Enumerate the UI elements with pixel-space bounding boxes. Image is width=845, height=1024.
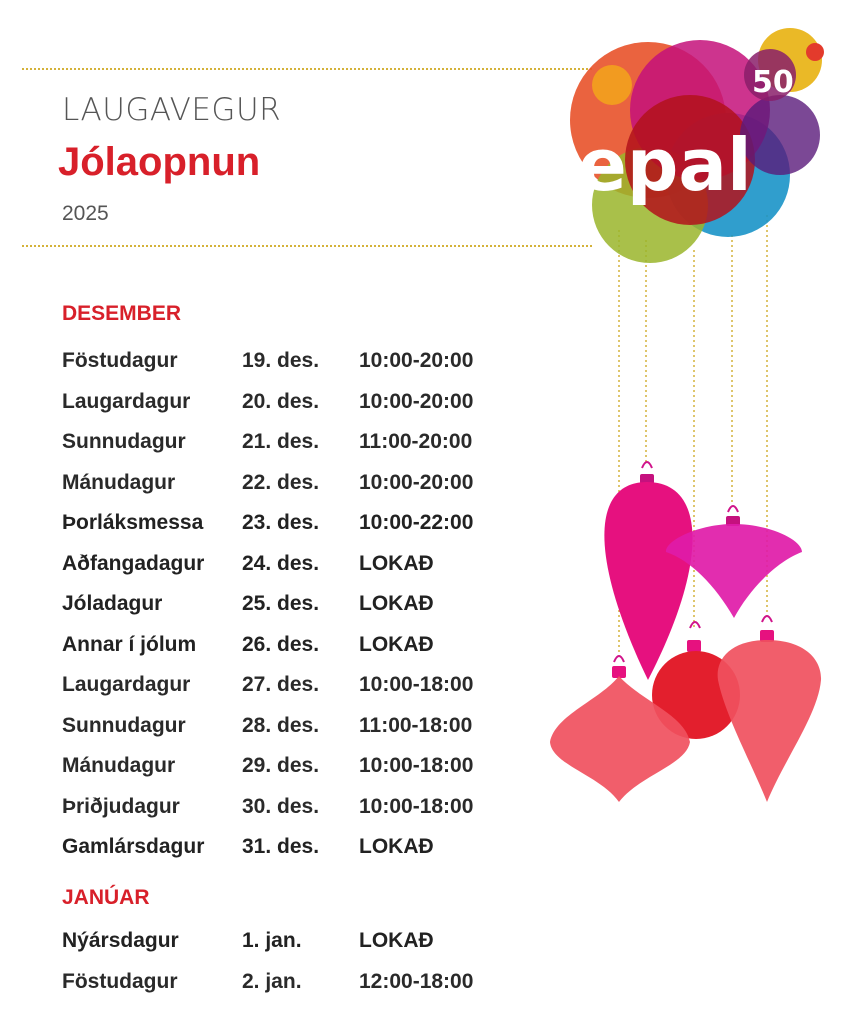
schedule-row	[62, 929, 522, 963]
hours-value: LOKAÐ	[359, 632, 434, 656]
date-label: 21. des.	[242, 430, 320, 453]
section-heading: JANÚAR	[62, 886, 150, 909]
hours-value: 12:00-18:00	[359, 969, 474, 993]
schedule-row	[62, 430, 522, 464]
schedule-row	[62, 390, 522, 424]
date-label: 31. des.	[242, 835, 320, 858]
hours-value: 10:00-18:00	[359, 794, 474, 818]
hours-value: 10:00-20:00	[359, 470, 474, 494]
day-name: Föstudagur	[62, 349, 178, 372]
date-label: 26. des.	[242, 632, 320, 656]
date-label: 27. des.	[242, 673, 320, 696]
hours-value: 10:00-18:00	[359, 754, 474, 777]
day-name: Annar í jólum	[62, 632, 197, 656]
ornament-drop-coral-right	[718, 616, 821, 802]
hours-value: LOKAÐ	[359, 551, 434, 575]
page-title: Jólaopnun	[58, 140, 261, 184]
date-label: 2. jan.	[242, 969, 302, 993]
date-label: 1. jan.	[242, 929, 302, 952]
hours-value: 10:00-20:00	[359, 349, 474, 372]
date-label: 30. des.	[242, 794, 320, 818]
date-label: 28. des.	[242, 713, 320, 737]
schedule-row	[62, 471, 522, 505]
day-name: Mánudagur	[62, 470, 176, 494]
schedule-row	[62, 835, 522, 869]
date-label: 24. des.	[242, 551, 320, 575]
schedule-row	[62, 511, 522, 545]
ornament-teardrop-magenta	[604, 462, 692, 680]
hours-value: 10:00-22:00	[359, 511, 474, 534]
schedule-row	[62, 754, 522, 788]
day-name: Nýársdagur	[62, 929, 179, 952]
day-name: Þriðjudagur	[62, 794, 180, 818]
date-label: 29. des.	[242, 754, 320, 777]
day-name: Jóladagur	[62, 592, 163, 615]
schedule-row	[62, 633, 522, 667]
store-location: LAUGAVEGUR	[62, 92, 282, 128]
year-label: 2025	[62, 202, 109, 225]
hours-value: LOKAÐ	[359, 835, 434, 858]
day-name: Þorláksmessa	[62, 511, 204, 534]
hours-value: 10:00-20:00	[359, 389, 474, 413]
logo-wordmark: epal	[578, 123, 752, 207]
day-name: Aðfangadagur	[62, 551, 205, 575]
logo-badge: 50	[752, 65, 794, 100]
date-label: 19. des.	[242, 349, 320, 372]
day-name: Sunnudagur	[62, 430, 186, 453]
section-heading: DESEMBER	[62, 302, 182, 325]
date-label: 20. des.	[242, 389, 320, 413]
schedule-row	[62, 349, 522, 383]
hours-value: 11:00-18:00	[359, 713, 473, 737]
schedule-row	[62, 795, 522, 829]
date-label: 22. des.	[242, 470, 320, 494]
hours-value: 10:00-18:00	[359, 673, 474, 696]
day-name: Mánudagur	[62, 754, 176, 777]
schedule-row	[62, 592, 522, 626]
schedule-row	[62, 970, 522, 1004]
hours-value: 11:00-20:00	[359, 430, 473, 453]
date-label: 25. des.	[242, 592, 320, 615]
day-name: Laugardagur	[62, 389, 191, 413]
day-name: Sunnudagur	[62, 713, 186, 737]
day-name: Föstudagur	[62, 969, 178, 993]
date-label: 23. des.	[242, 511, 320, 534]
schedule-row	[62, 714, 522, 748]
schedule-row	[62, 673, 522, 707]
day-name: Gamlársdagur	[62, 835, 205, 858]
hours-value: LOKAÐ	[359, 929, 434, 952]
hours-value: LOKAÐ	[359, 592, 434, 615]
day-name: Laugardagur	[62, 673, 191, 696]
schedule-row	[62, 552, 522, 586]
